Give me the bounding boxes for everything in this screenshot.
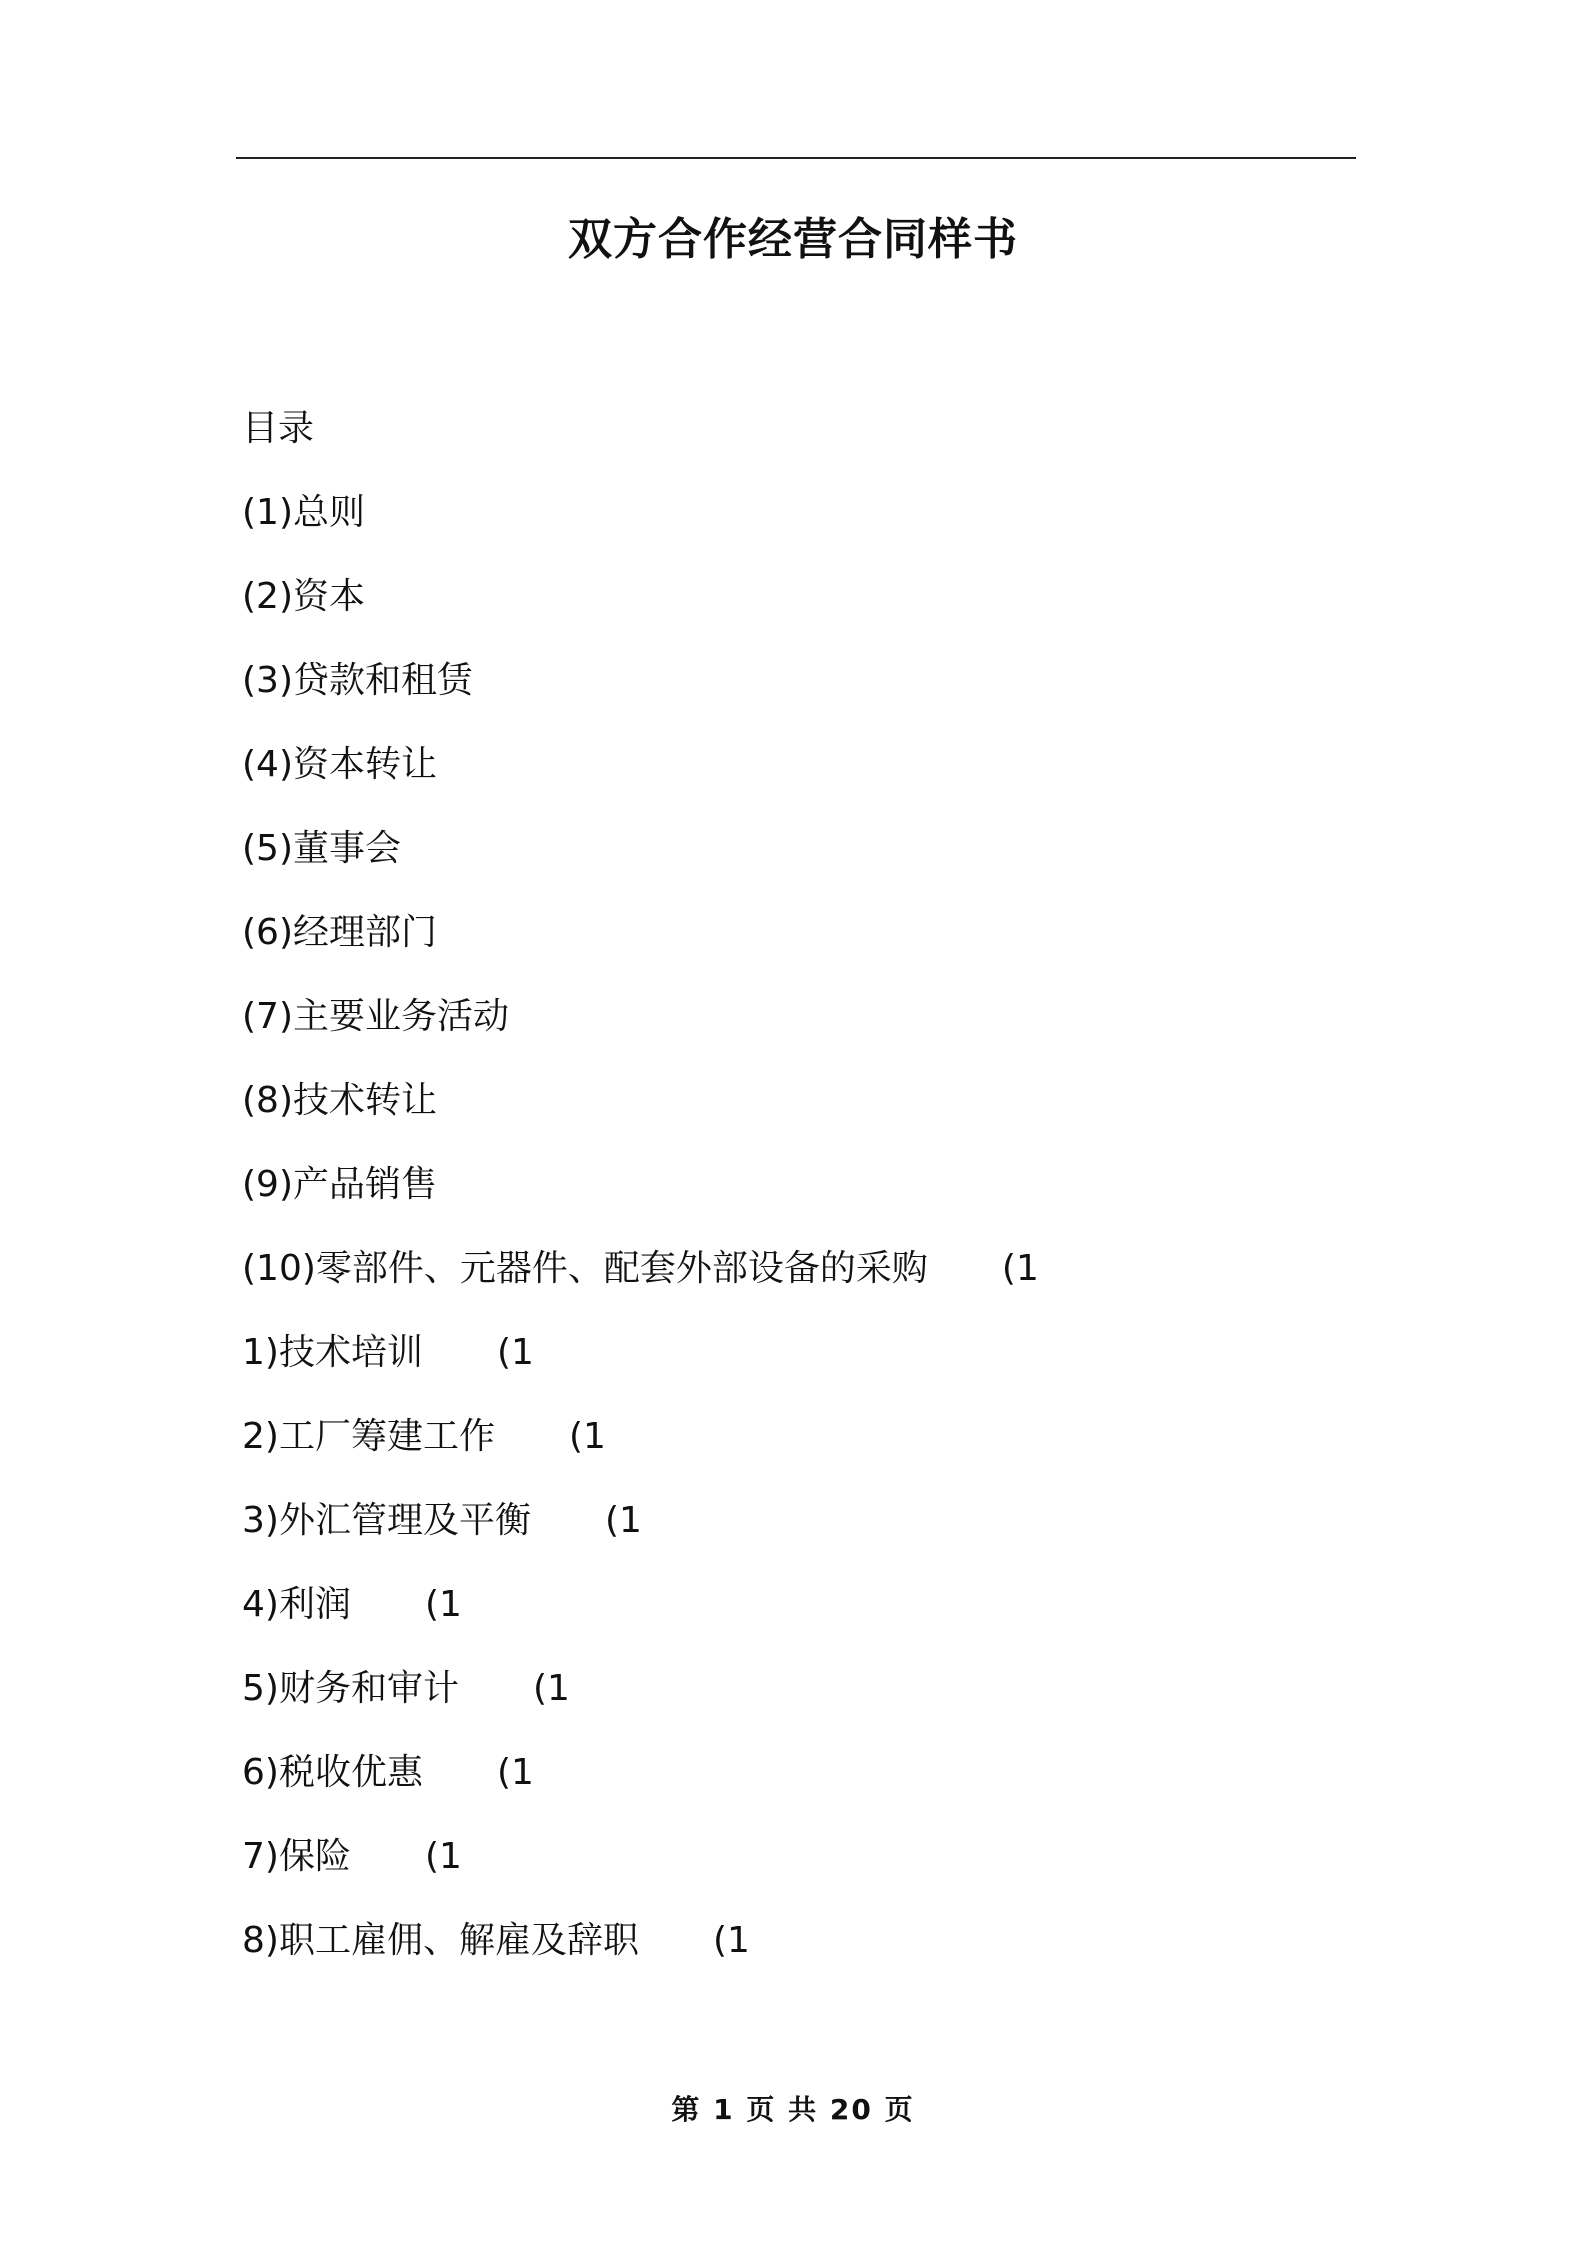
toc-heading: 目录 — [242, 408, 315, 449]
toc-item[interactable] — [242, 741, 1039, 825]
toc-item-label: 2)工厂筹建工作 — [242, 1416, 495, 1457]
toc-item-label: (5)董事会 — [242, 828, 401, 869]
toc-item-label: 7)保险 — [242, 1836, 351, 1877]
toc-item[interactable] — [242, 825, 1039, 909]
toc-list — [242, 489, 1039, 2001]
toc-item-page: (1 — [424, 1584, 462, 1625]
toc-item[interactable] — [242, 993, 1039, 1077]
toc-item[interactable] — [242, 1581, 1039, 1665]
toc-item-page: (1 — [532, 1668, 570, 1709]
toc-item-label: (7)主要业务活动 — [242, 996, 509, 1037]
toc-item-label: 6)税收优惠 — [242, 1752, 423, 1793]
toc-item[interactable] — [242, 1749, 1039, 1833]
toc-item-label: 8)职工雇佣、解雇及辞职 — [242, 1920, 639, 1961]
toc-item-label: (6)经理部门 — [242, 912, 437, 953]
toc-item-page: (1 — [496, 1752, 534, 1793]
toc-item-label: 5)财务和审计 — [242, 1668, 459, 1709]
document-title: 双方合作经营合同样书 — [568, 214, 1018, 265]
toc-item[interactable] — [242, 1497, 1039, 1581]
toc-item-label: (3)贷款和租赁 — [242, 660, 473, 701]
toc-item[interactable] — [242, 573, 1039, 657]
toc-item-label: (9)产品销售 — [242, 1164, 437, 1205]
toc-item[interactable] — [242, 1245, 1039, 1329]
toc-item[interactable] — [242, 1917, 1039, 2001]
toc-item-page: (1 — [568, 1416, 606, 1457]
toc-item-page: (1 — [604, 1500, 642, 1541]
toc-item-page: (1 — [496, 1332, 534, 1373]
toc-item-label: 3)外汇管理及平衡 — [242, 1500, 531, 1541]
toc-item-label: (8)技术转让 — [242, 1080, 437, 1121]
header-rule — [236, 157, 1356, 159]
toc-item[interactable] — [242, 1665, 1039, 1749]
toc-item[interactable] — [242, 1413, 1039, 1497]
table-of-contents — [242, 405, 1039, 2001]
toc-item[interactable] — [242, 1833, 1039, 1917]
toc-item-label: 4)利润 — [242, 1584, 351, 1625]
toc-item-page: (1 — [712, 1920, 750, 1961]
toc-item[interactable] — [242, 1161, 1039, 1245]
toc-item[interactable] — [242, 657, 1039, 741]
toc-item-label: (10)零部件、元器件、配套外部设备的采购 — [242, 1248, 928, 1289]
toc-item[interactable] — [242, 909, 1039, 993]
toc-item-label: 1)技术培训 — [242, 1332, 423, 1373]
toc-item[interactable] — [242, 1077, 1039, 1161]
page-indicator: 第 1 页 共 20 页 — [671, 2093, 915, 2126]
toc-item-label: (4)资本转让 — [242, 744, 437, 785]
toc-item-page: (1 — [424, 1836, 462, 1877]
toc-item[interactable] — [242, 489, 1039, 573]
toc-item-label: (2)资本 — [242, 576, 365, 617]
toc-item-label: (1)总则 — [242, 492, 365, 533]
toc-item[interactable] — [242, 1329, 1039, 1413]
toc-item-page: (1 — [1001, 1248, 1039, 1289]
